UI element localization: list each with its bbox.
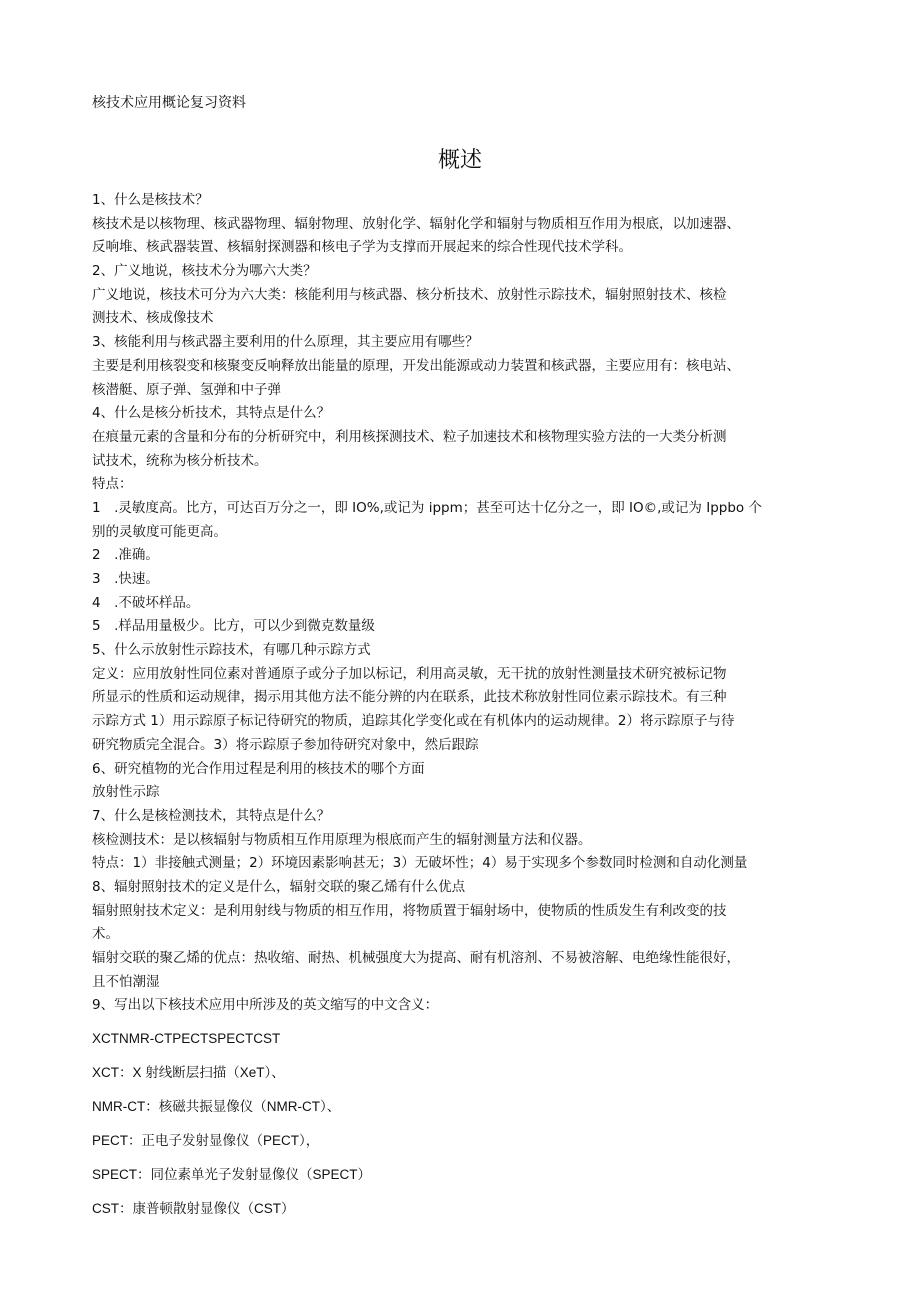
text-line: 4 .不破坏样品。 — [92, 594, 200, 611]
text-line: 3、核能利用与核武器主要利用的什么原理，其主要应用有哪些？ — [92, 334, 479, 351]
text-line: 辐射照射技术定义：是利用射线与物质的相互作用，将物质置于辐射场中，使物质的性质发生有利改变的技 — [92, 902, 727, 919]
document-header: 核技术应用概论复习资料 — [92, 95, 246, 111]
abbreviation-item: NMR-CT：核磁共振显像仪（NMR-CT）、 — [92, 1099, 341, 1115]
text-line: 在痕量元素的含量和分布的分析研究中，利用核探测技术、粒子加速技术和核物理实验方法的一大类分析测 — [92, 428, 727, 445]
text-line: 示踪方式 1）用示踪原子标记待研究的物质，追踪其化学变化或在有机体内的运动规律。2）将示踪原子与待 — [92, 713, 735, 730]
abbreviation-item: CST：康普顿散射显像仪（CST） — [92, 1201, 295, 1217]
text-line: 研究物质完全混合。3）将示踪原子参加待研究对象中，然后跟踪 — [92, 736, 479, 753]
text-line: 7、什么是核检测技术，其特点是什么？ — [92, 807, 331, 824]
text-line: 定义：应用放射性同位素对普通原子或分子加以标记，利用高灵敏，无干扰的放射性测量技术研究被标记物 — [92, 665, 727, 682]
text-line: 5、什么示放射性示踪技术，有哪几种示踪方式 — [92, 642, 371, 659]
text-line: 4、什么是核分析技术，其特点是什么？ — [92, 405, 331, 422]
text-line: 3 .快速。 — [92, 571, 159, 587]
text-line: 特点： — [92, 476, 133, 493]
text-line: 辐射交联的聚乙烯的优点：热收缩、耐热、机械强度大为提高、耐有机溶剂、不易被溶解、电绝缘性能很好， — [92, 950, 740, 966]
text-line: 9、写出以下核技术应用中所涉及的英文缩写的中文含义： — [92, 997, 439, 1014]
abbreviation-item: SPECT：同位素单光子发射显像仪（SPECT） — [92, 1167, 372, 1183]
text-lines — [92, 189, 838, 1018]
abbreviation-list — [92, 1022, 838, 1226]
text-line: 且不怕潮湿 — [92, 973, 160, 990]
text-line: 所显示的性质和运动规律，揭示用其他方法不能分辨的内在联系，此技术称放射性同位素示踪技术。有三种 — [92, 689, 727, 706]
document-body — [92, 189, 838, 1226]
text-line: 测技术、核成像技术 — [92, 310, 214, 327]
text-line: 试技术，统称为核分析技术。 — [92, 452, 268, 469]
text-line: 6、研究植物的光合作用过程是利用的核技术的哪个方面 — [92, 760, 425, 777]
text-line: 2 .准确。 — [92, 547, 159, 564]
text-line: 2、广义地说，核技术分为哪六大类？ — [92, 263, 317, 280]
text-line: 反响堆、核武器装置、核辐射探测器和核电子学为支撑而开展起来的综合性现代技术学科。 — [92, 239, 632, 256]
text-line: 1 .灵敏度高。比方，可达百万分之一，即 IO%,或记为 ippm；甚至可达十亿分之一，即 IO©,或记为 Ippbo 个 — [92, 499, 762, 516]
text-line: 8、辐射照射技术的定义是什么，辐射交联的聚乙烯有什么优点 — [92, 878, 466, 895]
text-line: 1、什么是核技术？ — [92, 192, 209, 208]
text-line: 核潜艇、原子弹、氢弹和中子弹 — [92, 381, 281, 398]
abbreviation-item: XCT：X 射线断层扫描（XeT）、 — [92, 1065, 285, 1081]
abbreviation-heading: XCTNMR-CTPECTSPECTCST — [92, 1031, 281, 1047]
text-line: 核检测技术：是以核辐射与物质相互作用原理为根底而产生的辐射测量方法和仪器。 — [92, 831, 592, 848]
text-line: 主要是利用核裂变和核聚变反响释放出能量的原理，开发出能源或动力装置和核武器，主要应用有：核电站、 — [92, 357, 740, 374]
section-title: 概述 — [437, 148, 482, 173]
text-line: 放射性示踪 — [92, 784, 160, 801]
abbreviation-item: PECT：正电子发射显像仪（PECT）， — [92, 1133, 320, 1149]
text-line: 核技术是以核物理、核武器物理、辐射物理、放射化学、辐射化学和辐射与物质相互作用为根底，以加速器、 — [92, 215, 740, 232]
text-line: 别的灵敏度可能更高。 — [92, 523, 227, 540]
text-line: 5 .样品用量极少。比方，可以少到微克数量级 — [92, 618, 375, 635]
text-line: 术。 — [92, 926, 119, 943]
text-line: 特点：1）非接触式测量；2）环境因素影响甚无；3）无破坏性；4）易于实现多个参数同时检测和自动化测量 — [92, 855, 748, 872]
text-line: 广义地说，核技术可分为六大类：核能利用与核武器、核分析技术、放射性示踪技术，辐射照射技术、核检 — [92, 286, 727, 303]
